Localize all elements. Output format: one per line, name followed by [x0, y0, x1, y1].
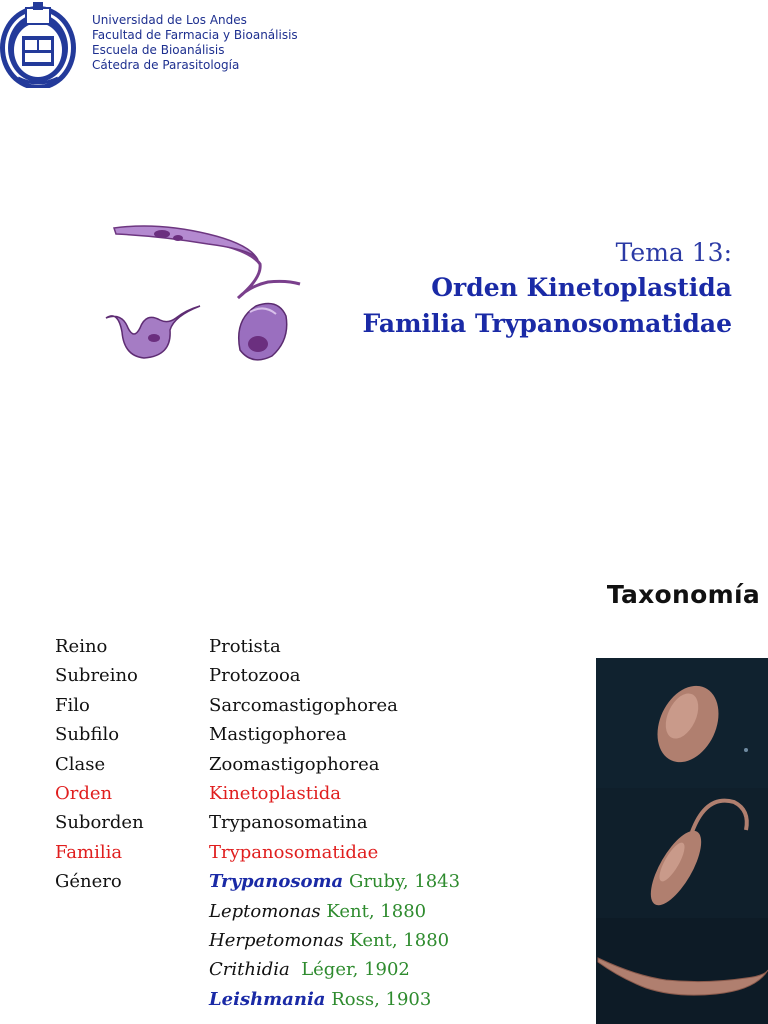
taxon-name: Kinetoplastida: [209, 782, 342, 804]
rank-label: Subreino: [55, 665, 138, 687]
genus-name: Leptomonas: [209, 900, 321, 922]
slide-title: [363, 236, 732, 342]
institution-block: [92, 13, 298, 73]
trypanosome-illustration: [100, 220, 310, 370]
topic-number: Tema 13:: [615, 238, 732, 267]
taxon-name: Sarcomastigophorea: [209, 694, 398, 716]
institution-line: Facultad de Farmacia y Bioanálisis: [92, 28, 298, 42]
sem-micrograph-image: [596, 658, 768, 788]
title-order: Orden Kinetoplastida: [431, 273, 732, 302]
rank-label: Orden: [55, 782, 113, 804]
institution-line: Cátedra de Parasitología: [92, 58, 240, 72]
taxon-name: Trypanosomatina: [209, 812, 368, 834]
rank-label: Subfilo: [55, 724, 120, 746]
sem-micrograph-panel: [596, 658, 768, 1024]
rank-label: Familia: [55, 841, 123, 863]
taxon-name: Trypanosomatidae: [209, 841, 379, 863]
genus-name: Leishmania: [209, 988, 326, 1010]
genus-author: Kent, 1880: [349, 929, 450, 951]
taxonomy-slide: [0, 560, 768, 1024]
genus-author: Gruby, 1843: [348, 871, 461, 893]
genus-author: Léger, 1902: [301, 959, 410, 981]
rank-label: Suborden: [55, 812, 144, 834]
taxon-name: Protozooa: [209, 665, 301, 687]
taxon-name: Mastigophorea: [209, 724, 347, 746]
genus-author: Ross, 1903: [331, 988, 432, 1010]
rank-label: Filo: [55, 694, 90, 716]
taxonomy-heading: Taxonomía: [606, 580, 760, 609]
genus-name: Herpetomonas: [209, 929, 344, 951]
genus-name: Trypanosoma: [209, 871, 344, 893]
genus-name: Crithidia: [209, 959, 290, 981]
university-seal-icon: [0, 0, 84, 88]
genus-author: Kent, 1880: [326, 900, 427, 922]
rank-label: Reino: [55, 636, 108, 657]
institution-line: Universidad de Los Andes: [92, 13, 247, 27]
taxon-name: Protista: [209, 636, 281, 657]
rank-label: Género: [55, 871, 122, 893]
rank-label: Clase: [55, 753, 106, 775]
title-family: Familia Trypanosomatidae: [362, 309, 732, 338]
sem-micrograph-image: [596, 788, 768, 918]
taxon-name: Zoomastigophorea: [209, 753, 380, 775]
institution-line: Escuela de Bioanálisis: [92, 43, 225, 57]
sem-micrograph-image: [596, 918, 768, 1024]
